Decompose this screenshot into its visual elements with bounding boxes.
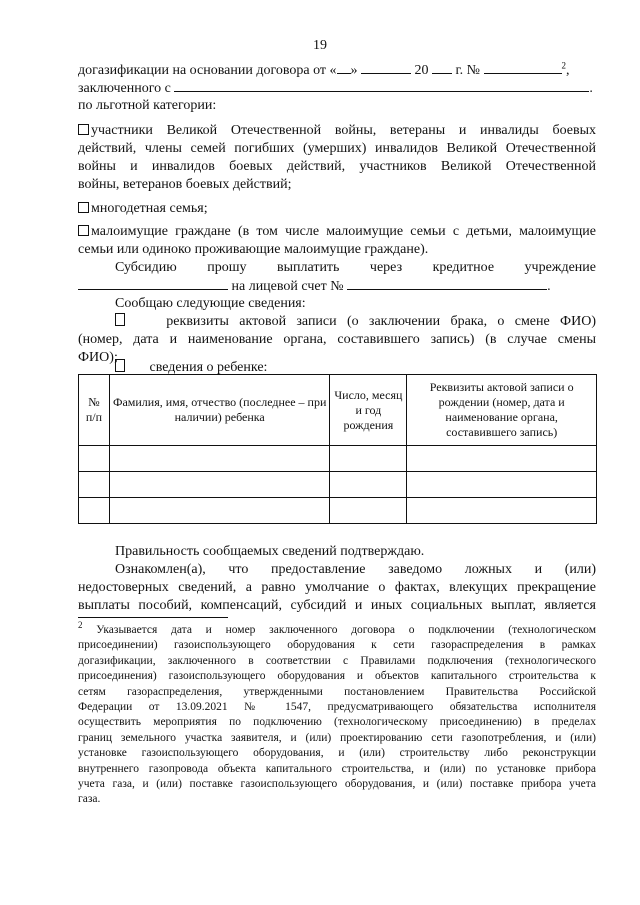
- header-number: № п/п: [79, 375, 110, 446]
- acknowledgement-line-2: недостоверных сведений, а равно умолчание о фактах, влекущих прекращение: [78, 580, 596, 595]
- footnote-line: Федерации от 13.09.2021 № 1547, предусматривающего обязательства исполнителя: [78, 701, 596, 713]
- footnote-line: границ земельного участка заявителя, и (или) проектированию сети газопотребления, и (или): [78, 731, 596, 744]
- category-low-income-line-1: малоимущие граждане (в том числе малоимущие семьи с детьми, малоимущие: [78, 223, 596, 241]
- table-cell[interactable]: [330, 446, 407, 472]
- contract-month-blank[interactable]: [361, 61, 411, 74]
- footnote-line: присоединения) газоиспользующего оборудования и объектов капитального строительства к: [78, 670, 596, 683]
- table-cell[interactable]: [407, 446, 597, 472]
- header-birth-date: Число, месяц и год рождения: [330, 375, 407, 446]
- child-info-table: [78, 374, 597, 524]
- category-large-family: многодетная семья;: [78, 200, 596, 218]
- info-marriage-line-3: ФИО);: [78, 350, 118, 365]
- contract-year-blank[interactable]: [432, 61, 452, 74]
- info-intro: Сообщаю следующие сведения:: [115, 296, 306, 311]
- footnote-line: догазификации, заключенного в соответствии с Правилами подключения (технологического: [78, 654, 596, 667]
- account-number-blank[interactable]: [347, 277, 547, 290]
- header-birth-record: Реквизиты актовой записи о рождении (номер, дата и наименование органа, составившего запись): [407, 375, 597, 446]
- category-veterans-line-1: участники Великой Отечественной войны, ветераны и инвалиды боевых: [78, 122, 596, 140]
- confirmation-text: Правильность сообщаемых сведений подтверждаю.: [115, 544, 425, 559]
- payment-line-1: Субсидию прошу выплатить через кредитное учреждение: [115, 260, 596, 275]
- footnote-line: установке газоиспользующего оборудования, и (или) строительству либо реконструкции: [78, 747, 596, 760]
- table-row: [79, 446, 597, 472]
- contract-day-blank[interactable]: [337, 61, 351, 74]
- footnote-line: присоединении) газоиспользующего оборудования к сети газораспределения в рамках: [78, 639, 596, 652]
- table-cell[interactable]: [109, 446, 329, 472]
- footnote-ref: 2: [561, 60, 567, 71]
- header-full-name: Фамилия, имя, отчество (последнее – при наличии) ребенка: [109, 375, 329, 446]
- acknowledgement-line-1: Ознакомлен(а), что предоставление заведомо ложных и (или): [115, 562, 596, 577]
- category-label: по льготной категории:: [78, 98, 217, 113]
- checkbox-veterans[interactable]: [78, 124, 89, 135]
- child-table-header: [79, 375, 597, 446]
- category-low-income-line-2: семьи или одиноко проживающие малоимущие граждане).: [78, 242, 429, 257]
- footnote-divider: [78, 617, 228, 618]
- table-cell[interactable]: [109, 498, 329, 524]
- footnote-line: сетям газораспределения, утвержденными постановлением Правительства Российской: [78, 685, 596, 698]
- concluded-with-blank[interactable]: [174, 79, 589, 92]
- table-cell[interactable]: [330, 472, 407, 498]
- info-marriage-line-1: реквизиты актовой записи (о заключении брака, о смене ФИО): [78, 313, 596, 331]
- table-cell[interactable]: [79, 446, 110, 472]
- concluded-with-line: заключенного с .: [78, 81, 593, 96]
- table-row: [79, 498, 597, 524]
- footnote-mark: 2: [78, 620, 83, 631]
- table-cell[interactable]: [79, 498, 110, 524]
- gasification-contract-line: догазификации на основании договора от « » 20 г. № $^2$,: [78, 60, 570, 78]
- table-cell[interactable]: [407, 472, 597, 498]
- payment-account-line: на лицевой счет № .: [78, 277, 596, 296]
- category-veterans-line-3: войны и инвалидов боевых действий, участников Великой Отечественной: [78, 159, 596, 174]
- page-number: 19: [313, 38, 327, 53]
- category-veterans-line-2: действий, члены семей погибших (умерших) инвалидов Великой Отечественной: [78, 141, 596, 156]
- checkbox-low-income[interactable]: [78, 225, 89, 236]
- bank-blank[interactable]: [78, 277, 228, 290]
- footnote-line: учета газа, и (или) поставке газоиспользующего оборудования, и (или) поставке прибора учета: [78, 778, 596, 790]
- contract-number-blank[interactable]: [484, 61, 562, 74]
- footnote-line: осуществить мероприятия по подключению (технологическому присоединению) в пределах: [78, 716, 596, 729]
- acknowledgement-line-3: выплаты пособий, компенсаций, субсидий и иных социальных выплат, является: [78, 598, 596, 613]
- info-marriage-line-2: (номер, дата и наименование органа, составившего запись) (в случае смены: [78, 332, 596, 347]
- table-cell[interactable]: [109, 472, 329, 498]
- footnote-line: $^2$ Указывается дата и номер заключенного договора о подключении (технологическом: [78, 620, 596, 636]
- category-veterans-line-4: войны, ветеранов боевых действий;: [78, 177, 292, 192]
- table-cell[interactable]: [79, 472, 110, 498]
- checkbox-child-info[interactable]: [115, 359, 125, 372]
- table-row: [79, 472, 597, 498]
- footnote-line: газа.: [78, 793, 101, 806]
- table-cell[interactable]: [407, 498, 597, 524]
- table-cell[interactable]: [330, 498, 407, 524]
- footnote-line: внутреннего газопровода объекта капитального строительства, и (или) по установке прибора: [78, 762, 596, 775]
- checkbox-large-family[interactable]: [78, 202, 89, 213]
- checkbox-marriage-record[interactable]: [115, 313, 125, 326]
- info-child-line: сведения о ребенке:: [78, 359, 596, 377]
